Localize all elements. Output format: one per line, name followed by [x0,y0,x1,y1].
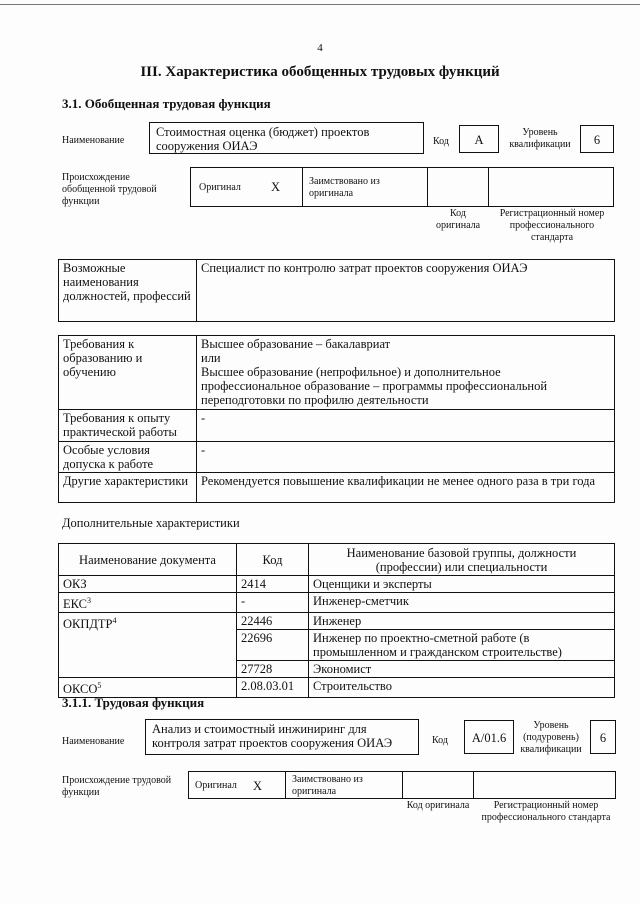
row-code: 2.08.03.01 [237,678,309,698]
level-label: Уровень квалификации [509,127,571,150]
tf-original-label: Оригинал [195,780,237,791]
special-conditions-label: Особые условия допуска к работе [59,442,197,473]
footnote-mark: 5 [97,681,102,691]
code-original-cell [427,167,489,207]
row-code: 27728 [237,661,309,678]
original-label: Оригинал [199,182,241,193]
tf-code-value: A/01.6 [464,720,514,754]
origin-label: Происхождение обобщенной трудовой функции [62,172,157,207]
education-line: переподготовки по профилю деятельности [201,393,429,407]
page-number: 4 [317,42,323,54]
row-name: Инженер-сметчик [309,593,615,613]
additional-table [58,543,615,698]
tf-level-label: Уровень (подуровень) квалификации [520,720,582,755]
tf-code-label: Код [432,735,448,746]
col-header-name: Наименование базовой группы, должности (профессии) или специальности [309,544,615,576]
doc-name: ЕКС [63,597,87,612]
education-line: или [201,351,221,365]
row-name: Инженер по проектно-сметной работе (в промышленном и гражданском строительстве) [309,630,615,661]
special-conditions-value: - [197,442,615,473]
borrowed-label: Заимствовано из оригинала [309,176,380,199]
tf-reg-number-caption: Регистрационный номер профессионального стандарта [481,800,611,823]
name-label: Наименование [62,135,125,146]
section-heading-3-1: 3.1. Обобщенная трудовая функция [62,96,271,111]
row-doc [59,593,237,613]
row-code: - [237,593,309,613]
other-characteristics-label: Другие характеристики [59,473,197,503]
row-code: 22446 [237,613,309,630]
education-line: Высшее образование – бакалавриат [201,337,391,351]
row-code: 2414 [237,576,309,593]
doc-name: ОКСО [63,682,98,697]
education-label: Требования к образованию и обучению [59,336,197,410]
other-characteristics-value: Рекомендуется повышение квалификации не менее одного раза в три года [197,473,615,503]
code-original-caption: Код оригинала [435,208,481,231]
original-mark: X [271,180,281,194]
row-name: Инженер [309,613,615,630]
tf-name-value: Анализ и стоимостный инжиниринг для контроля затрат проектов сооружения ОИАЭ [152,722,393,750]
original-cell [190,167,303,207]
reg-number-caption: Регистрационный номер профессионального стандарта [499,208,605,243]
col-header-code: Код [237,544,309,576]
code-value: A [459,125,499,153]
scan-edge-line [0,4,640,5]
section-heading-3-1-1: 3.1.1. Трудовая функция [62,695,205,710]
tf-name-value-box [145,719,419,755]
footnote-mark: 3 [87,596,91,605]
positions-label: Возможные наименования должностей, профессий [59,260,197,322]
row-name: Строительство [309,678,615,698]
reg-number-cell [488,167,614,207]
tf-name-label: Наименование [62,736,125,747]
education-line: Высшее образование (непрофильное) и дополнительное [201,365,501,379]
level-value: 6 [580,125,614,153]
experience-label: Требования к опыту практической работы [59,410,197,442]
tf-borrowed-cell [285,771,403,799]
code-label: Код [433,136,449,147]
positions-value: Специалист по контролю затрат проектов сооружения ОИАЭ [197,260,615,322]
footnote-mark: 4 [112,616,117,626]
borrowed-cell [302,167,428,207]
row-doc [59,576,237,593]
tf-origin-label: Происхождение трудовой функции [62,775,172,798]
name-value-box [149,122,424,154]
row-name: Экономист [309,661,615,678]
section-title: III. Характеристика обобщенных трудовых функций [140,64,500,80]
education-line: профессиональное образование – программы профессиональной [201,379,548,393]
experience-value: - [197,410,615,442]
row-code: 22696 [237,630,309,661]
col-header-document: Наименование документа [59,544,237,576]
tf-borrowed-label: Заимствовано из оригинала [292,774,363,797]
tf-code-original-cell [402,771,474,799]
tf-level-value: 6 [590,720,616,754]
requirements-table [58,335,615,503]
name-value: Стоимостная оценка (бюджет) проектов сооружения ОИАЭ [156,125,370,153]
education-value [197,336,615,410]
tf-code-original-caption: Код оригинала [406,800,470,811]
tf-original-mark: X [253,779,263,793]
tf-reg-number-cell [473,771,616,799]
row-doc [59,613,237,678]
tf-original-cell [188,771,286,799]
doc-name: ОКЗ [63,577,87,591]
row-name: Оценщики и эксперты [309,576,615,593]
doc-name: ОКПДТР [63,617,113,632]
additional-heading: Дополнительные характеристики [62,516,240,530]
positions-table [58,259,615,322]
